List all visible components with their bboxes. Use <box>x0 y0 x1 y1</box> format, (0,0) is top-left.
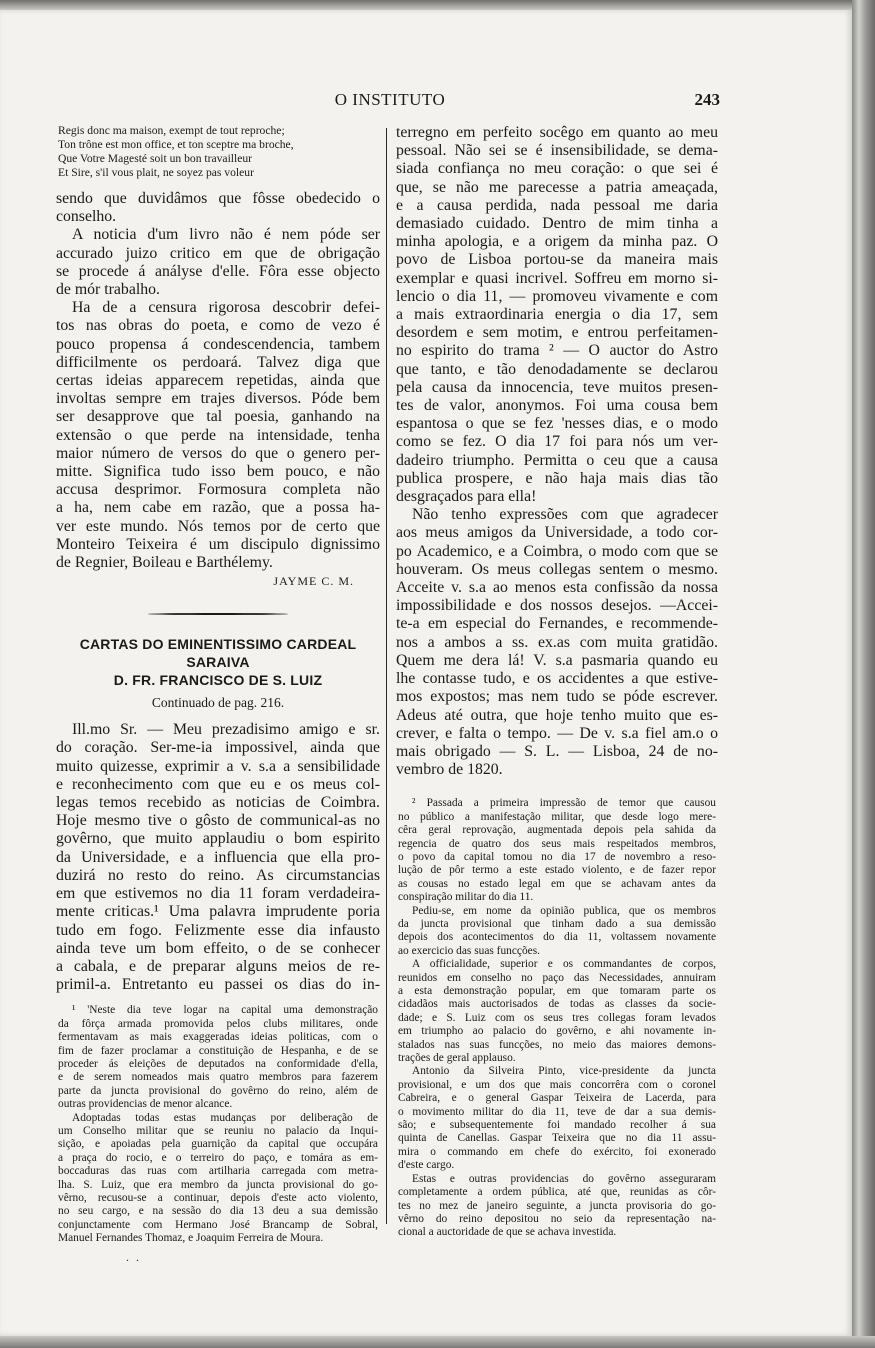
verse-line: Et Sire, s'il vous plait, ne soyez pas voleur <box>58 166 254 179</box>
paragraph <box>56 190 380 226</box>
text-line: tos nas obras do poeta, e como de vezo é <box>56 317 380 335</box>
footnote-line: vêrno do reino depositou no seio da representação na- <box>398 1212 716 1225</box>
text-line: lencio o dia 11, — promoveu vivamente e com <box>396 287 718 305</box>
footnote-line: Estas e outras providencias do govêrno asseguraram <box>412 1172 716 1185</box>
page-number: 243 <box>694 90 720 109</box>
text-line: pessoal. Não sei se é insensibilidade, se dema- <box>396 142 718 160</box>
footnote-line: A officialidade, superior e os commandantes de corpos, <box>412 958 716 971</box>
footnote-line: em triumpho ao palacio do govêrno, e ahi novamente in- <box>398 1025 716 1038</box>
heading-line: D. FR. FRANCISCO DE S. LUIZ <box>113 672 323 689</box>
footnote-line: cêra geral reprovação, augmentada depois pela sahida da <box>398 824 716 837</box>
paragraph <box>396 506 718 779</box>
footnote-line: cidadãos mais auctorisados de todas as classes da socie- <box>398 998 716 1011</box>
footnote-line: são; e subsequentemente foi mandado recolher á sua <box>398 1119 716 1132</box>
text-line: demasiado cuidado. Dentro de mim tinha a <box>396 215 718 233</box>
text-line: tes de valor, anonymos. Foi uma cousa bem <box>396 397 718 415</box>
text-line: da Universidade, e a influencia que ella pro- <box>56 848 380 866</box>
right-column <box>396 124 718 1240</box>
text-line: terregno em perfeito socêgo em quanto ao meu <box>396 124 718 141</box>
text-line: Ill.mo Sr. — Meu prezadisimo amigo e sr. <box>72 721 380 739</box>
footnote-line: a praça do rocio, e o terreiro do paço, e tomára as em- <box>58 1151 378 1164</box>
footnote-line: d'este cargo. <box>398 1159 455 1172</box>
footnote-line: tes no mez de janeiro seguinte, a juncta provisoria do go- <box>398 1199 716 1212</box>
text-line: no espirito do trama ² — O auctor do Astro <box>396 342 718 360</box>
text-line: de mór trabalho. <box>56 281 160 299</box>
footnote-line: no público a manifestação militar, que desde logo mere- <box>398 810 716 823</box>
text-line: involtas sempre em trajes diversos. Póde bem <box>56 390 380 408</box>
footnote-line: proceder ás eleições de deputados na conformidade d'ella, <box>58 1057 378 1070</box>
text-line: difficilmente os perdoará. Talvez diga que <box>56 353 380 371</box>
text-line: legas temos recebido as noticias de Coimbra. <box>56 794 380 812</box>
text-line: em que estivemos no dia 11 foram verdadeira- <box>56 885 380 903</box>
footnote-line: o movimento militar do dia 11, teve de dar a sua demis- <box>398 1105 716 1118</box>
footnote-line: lução de pôr termo a este estado violento, e de fazer repor <box>398 864 716 877</box>
text-line: Acceite v. s.a ao menos esta confissão da nossa <box>396 579 718 597</box>
footnote-line: lha. S. Luiz, que era membro da juncta provisional do go- <box>58 1178 378 1191</box>
text-line: sendo que duvidâmos que fôsse obedecido o <box>56 190 380 207</box>
text-line: pela causa da innocencia, teve muitos presen- <box>396 378 718 396</box>
text-line: minha apologia, e a origem da minha paz. O <box>396 233 718 251</box>
footnote-line: ao exercicio das suas funcções. <box>398 944 541 957</box>
footnote-line: da juncta provisional que tinham dado a sua demissão <box>398 917 716 930</box>
footnote-line: Manuel Fernandes Thomaz, e Joaquim Ferreira de Moura. <box>58 1232 324 1245</box>
footnote-line: Adoptadas todas estas mudanças por deliberação de <box>72 1111 378 1124</box>
text-line: exemplar e quasi incrivel. Soffreu em morno si- <box>396 269 718 287</box>
text-line: desgraçados para ella! <box>396 488 537 506</box>
footnote-line: vêrno, recusou-se a continuar, depois d'este acto violento, <box>58 1192 378 1204</box>
text-line: tudo em fogo. Felizmente esse dia infausto <box>56 921 380 939</box>
text-line: Hoje mesmo tive o gôsto de communical-as no <box>56 812 380 830</box>
footnote-line: cional a auctoridade de que se achava investida. <box>398 1226 617 1239</box>
paragraph <box>56 299 380 572</box>
footnote-line: ¹ 'Neste dia teve logar na capital uma demonstração <box>72 1004 378 1017</box>
footnote-line: Pediu-se, em nome da opinião publica, que os membros <box>412 904 716 917</box>
text-line: houveram. Os meus collegas sentem o mesmo. <box>396 560 718 578</box>
text-line: crever, e falta o tempo. — De v. s.a fiel am.o o <box>396 724 718 742</box>
footnote-line: sição, e apoiadas pela guarnição da capital que occupára <box>58 1138 378 1151</box>
text-line: pouco propensa á condescendencia, tambem <box>56 335 380 353</box>
scan-bottom-edge <box>0 1336 875 1348</box>
footnote-line: o povo da capital tomou no dia 17 de novembro a reso- <box>398 850 716 863</box>
footnote-line: no seu cargo, e na sessão do dia 13 deu a sua demissão <box>58 1205 378 1218</box>
footnote-line: as cousas no estado legal em que se achavam antes da <box>398 877 716 890</box>
footnote-line: da fôrça armada promovida pelos clubs militares, onde <box>58 1017 378 1030</box>
footnote-line: depois dos acontecimentos do dia 11, voltassem novamente <box>398 931 716 944</box>
text-line: conselho. <box>56 208 117 226</box>
text-line: siada confiança no meu coração: o que sei é <box>396 160 718 178</box>
text-line: que, se não me parecesse a patria ameaçada, <box>396 178 718 196</box>
text-line: povo de Lisboa portou-se da maneira mais <box>396 251 718 269</box>
text-line: mos expostos; mas nem tudo se póde escrever. <box>396 688 718 706</box>
text-line: ver este mundo. Nós temos por de certo que <box>56 517 380 535</box>
footnote-line: completamente a ordem pública, até que, reunidas as côr- <box>398 1186 716 1199</box>
text-line: lhe contasse tudo, e os accidentes a que estive- <box>396 670 718 688</box>
text-line: ser desapprove que tal poesia, ganhando na <box>56 408 380 426</box>
footnote-line: ² Passada a primeira impressão de temor que causou <box>412 797 716 810</box>
running-title: O INSTITUTO <box>334 90 446 109</box>
footnote-line: conspiração militar do dia 11. <box>398 891 534 904</box>
french-verse <box>56 124 380 180</box>
text-line: como se fez. O dia 17 foi para nós um ver- <box>396 433 718 451</box>
footnote-line: trações de geral applauso. <box>398 1052 516 1065</box>
book-page <box>0 10 852 1336</box>
footnote-line: reunidos em conselho no paço das Necessidades, annuiram <box>398 971 716 984</box>
footnote-2 <box>396 797 718 1239</box>
footnote-line: Cabreira, e o general Gaspar Teixeira de Lacerda, para <box>398 1092 716 1105</box>
text-line: e a causa perdida, nada pessoal me daria <box>396 196 718 214</box>
text-line: impossibilidade e dos nossos desejos. —Accei- <box>396 597 718 615</box>
text-line: a cabala, e de preparar alguns meios de re- <box>56 957 380 975</box>
text-line: Quem me dera lá! V. s.a pasmaria quando eu <box>396 651 718 669</box>
text-line: mais obrigado — S. L. — Lisboa, 24 de no- <box>396 742 718 760</box>
verse-line: Ton trône est mon office, et ton sceptre ma broche, <box>58 138 294 151</box>
verse-line: Que Votre Magesté soit un bon travailleur <box>58 152 253 165</box>
text-line: nos a ambos a ss. ex.as com muita gratidão. <box>396 633 718 651</box>
letter-paragraph <box>56 721 380 994</box>
text-line: primil-a. Entretanto eu passei os dias do in- <box>56 976 380 994</box>
text-line: Não tenho expressões com que agradecer <box>412 506 718 524</box>
verse-line: Regis donc ma maison, exempt de tout reproche; <box>58 124 285 137</box>
text-line: desordem e sem motim, e entrou perfeitamen- <box>396 324 718 342</box>
text-line: extensão o que perde na intensidade, tenha <box>56 426 380 444</box>
paragraph <box>56 226 380 299</box>
footnote-line: provisional, e um dos que mais concorrêra com o coronel <box>398 1078 716 1091</box>
footnote-line: regencia de quatro dos seus mais respeitados membros, <box>398 837 716 850</box>
text-line: Ha de a censura rigorosa descobrir defei- <box>72 299 380 317</box>
column-divider <box>386 128 387 1224</box>
text-line: vembro de 1820. <box>396 761 503 779</box>
article-heading <box>56 635 380 689</box>
scan-top-edge <box>0 0 875 10</box>
signature: JAYME C. M. <box>273 574 354 589</box>
footnote-line: fim de fazer proclamar a constituição de Hespanha, e de se <box>58 1044 378 1057</box>
ornamental-rule <box>148 611 288 617</box>
text-line: do coração. Ser-me-ia impossivel, ainda que <box>56 739 380 757</box>
text-line: govêrno, que muito applaudiu o bom espirito <box>56 830 380 848</box>
footnote-line: fermentavam as mais exaggeradas ideias politicas, com o <box>58 1031 378 1044</box>
text-line: Monteiro Teixeira é um discipulo dignissimo <box>56 535 380 553</box>
continued-note: Continuado de pag. 216. <box>151 695 285 711</box>
footnote-line: e de serem nomeados mais quatro membros para fazerem <box>58 1071 378 1084</box>
text-line: Adeus até outra, que hoje tenho muito que es- <box>396 706 718 724</box>
footnote-line: conjunctamente com Hermano José Brancamp de Sobral, <box>58 1218 378 1231</box>
footnote-line: Antonio da Silveira Pinto, vice-presidente da juncta <box>412 1065 716 1078</box>
text-line: que tanto, e tão denodadamente se declarou <box>396 360 718 378</box>
left-column <box>56 124 380 1265</box>
footnote-line: mira o commando em chefe do exército, foi exonerado <box>398 1145 716 1158</box>
text-line: dadeiro triumpho. Permitta o ceu que a causa <box>396 451 718 469</box>
footnote-line: um Conselho militar que se reuniu no palacio da Inqui- <box>58 1124 378 1137</box>
footnote-1 <box>56 1004 380 1245</box>
text-line: de Regnier, Boileau e Barthélemy. <box>56 554 273 572</box>
page-header <box>60 90 720 112</box>
text-line: te-a em especial do Fernandes, e recommende- <box>396 615 718 633</box>
text-line: publica prospere, e não haja mais dias tão <box>396 469 718 487</box>
text-line: aos meus amigos da Universidade, a todo cor- <box>396 524 718 542</box>
text-line: certas ideias apparecem repetidas, ainda que <box>56 372 380 390</box>
scan-right-edge <box>852 0 875 1348</box>
text-line: muito quizesse, exprimir a v. s.a a sensibilidade <box>56 757 380 775</box>
text-line: espantosa o que se fez 'nesses dias, e o modo <box>396 415 718 433</box>
text-line: duzirá no resto do reino. As circumstancias <box>56 866 380 884</box>
text-line: a ha, nem cabe em razão, que a possa ha- <box>56 499 380 517</box>
text-line: accusa desprimor. Formosura completa não <box>56 481 380 499</box>
footnote-line: a esta demonstração popular, em que tomaram parte os <box>398 985 716 997</box>
text-line: A noticia d'um livro não é nem póde ser <box>72 226 380 244</box>
text-line: mitte. Significa tudo isso bem pouco, e não <box>56 463 380 481</box>
printer-dots: . . <box>126 1249 141 1264</box>
text-line: accurado juizo critico em que de obrigação <box>56 244 380 262</box>
footnote-line: boccaduras das ruas com artilharia carregada com metra- <box>58 1165 378 1178</box>
footnote-line: parte da juncta provisional do govêrno do reino, além de <box>58 1084 378 1097</box>
text-line: maior número de versos do que o genero per- <box>56 444 380 462</box>
text-line: po Academico, e a Coimbra, o modo com que se <box>396 542 718 560</box>
footnote-line: quinta de Canellas. Gaspar Teixeira que no dia 11 assu- <box>398 1132 716 1145</box>
text-line: e reconhecimento com que eu e os meus col- <box>56 775 380 793</box>
heading-line: CARTAS DO EMINENTISSIMO CARDEAL SARAIVA <box>79 636 357 671</box>
footnote-line: stalados nas suas funcções, no meio das maiores demons- <box>398 1038 716 1051</box>
footnote-line: dade; e S. Luiz com os seus tres collegas foram levados <box>398 1011 716 1024</box>
text-line: se procede á anályse d'elle. Fôra esse objecto <box>56 262 380 280</box>
letter-continuation <box>396 124 718 506</box>
text-line: mente criticas.¹ Uma palavra imprudente poria <box>56 903 380 921</box>
footnote-line: outras providencias de menor alcance. <box>58 1098 233 1111</box>
text-line: a mais extraordinaria energia o dia 17, sem <box>396 306 718 324</box>
text-line: ainda teve um bom effeito, o de se conhecer <box>56 939 380 957</box>
